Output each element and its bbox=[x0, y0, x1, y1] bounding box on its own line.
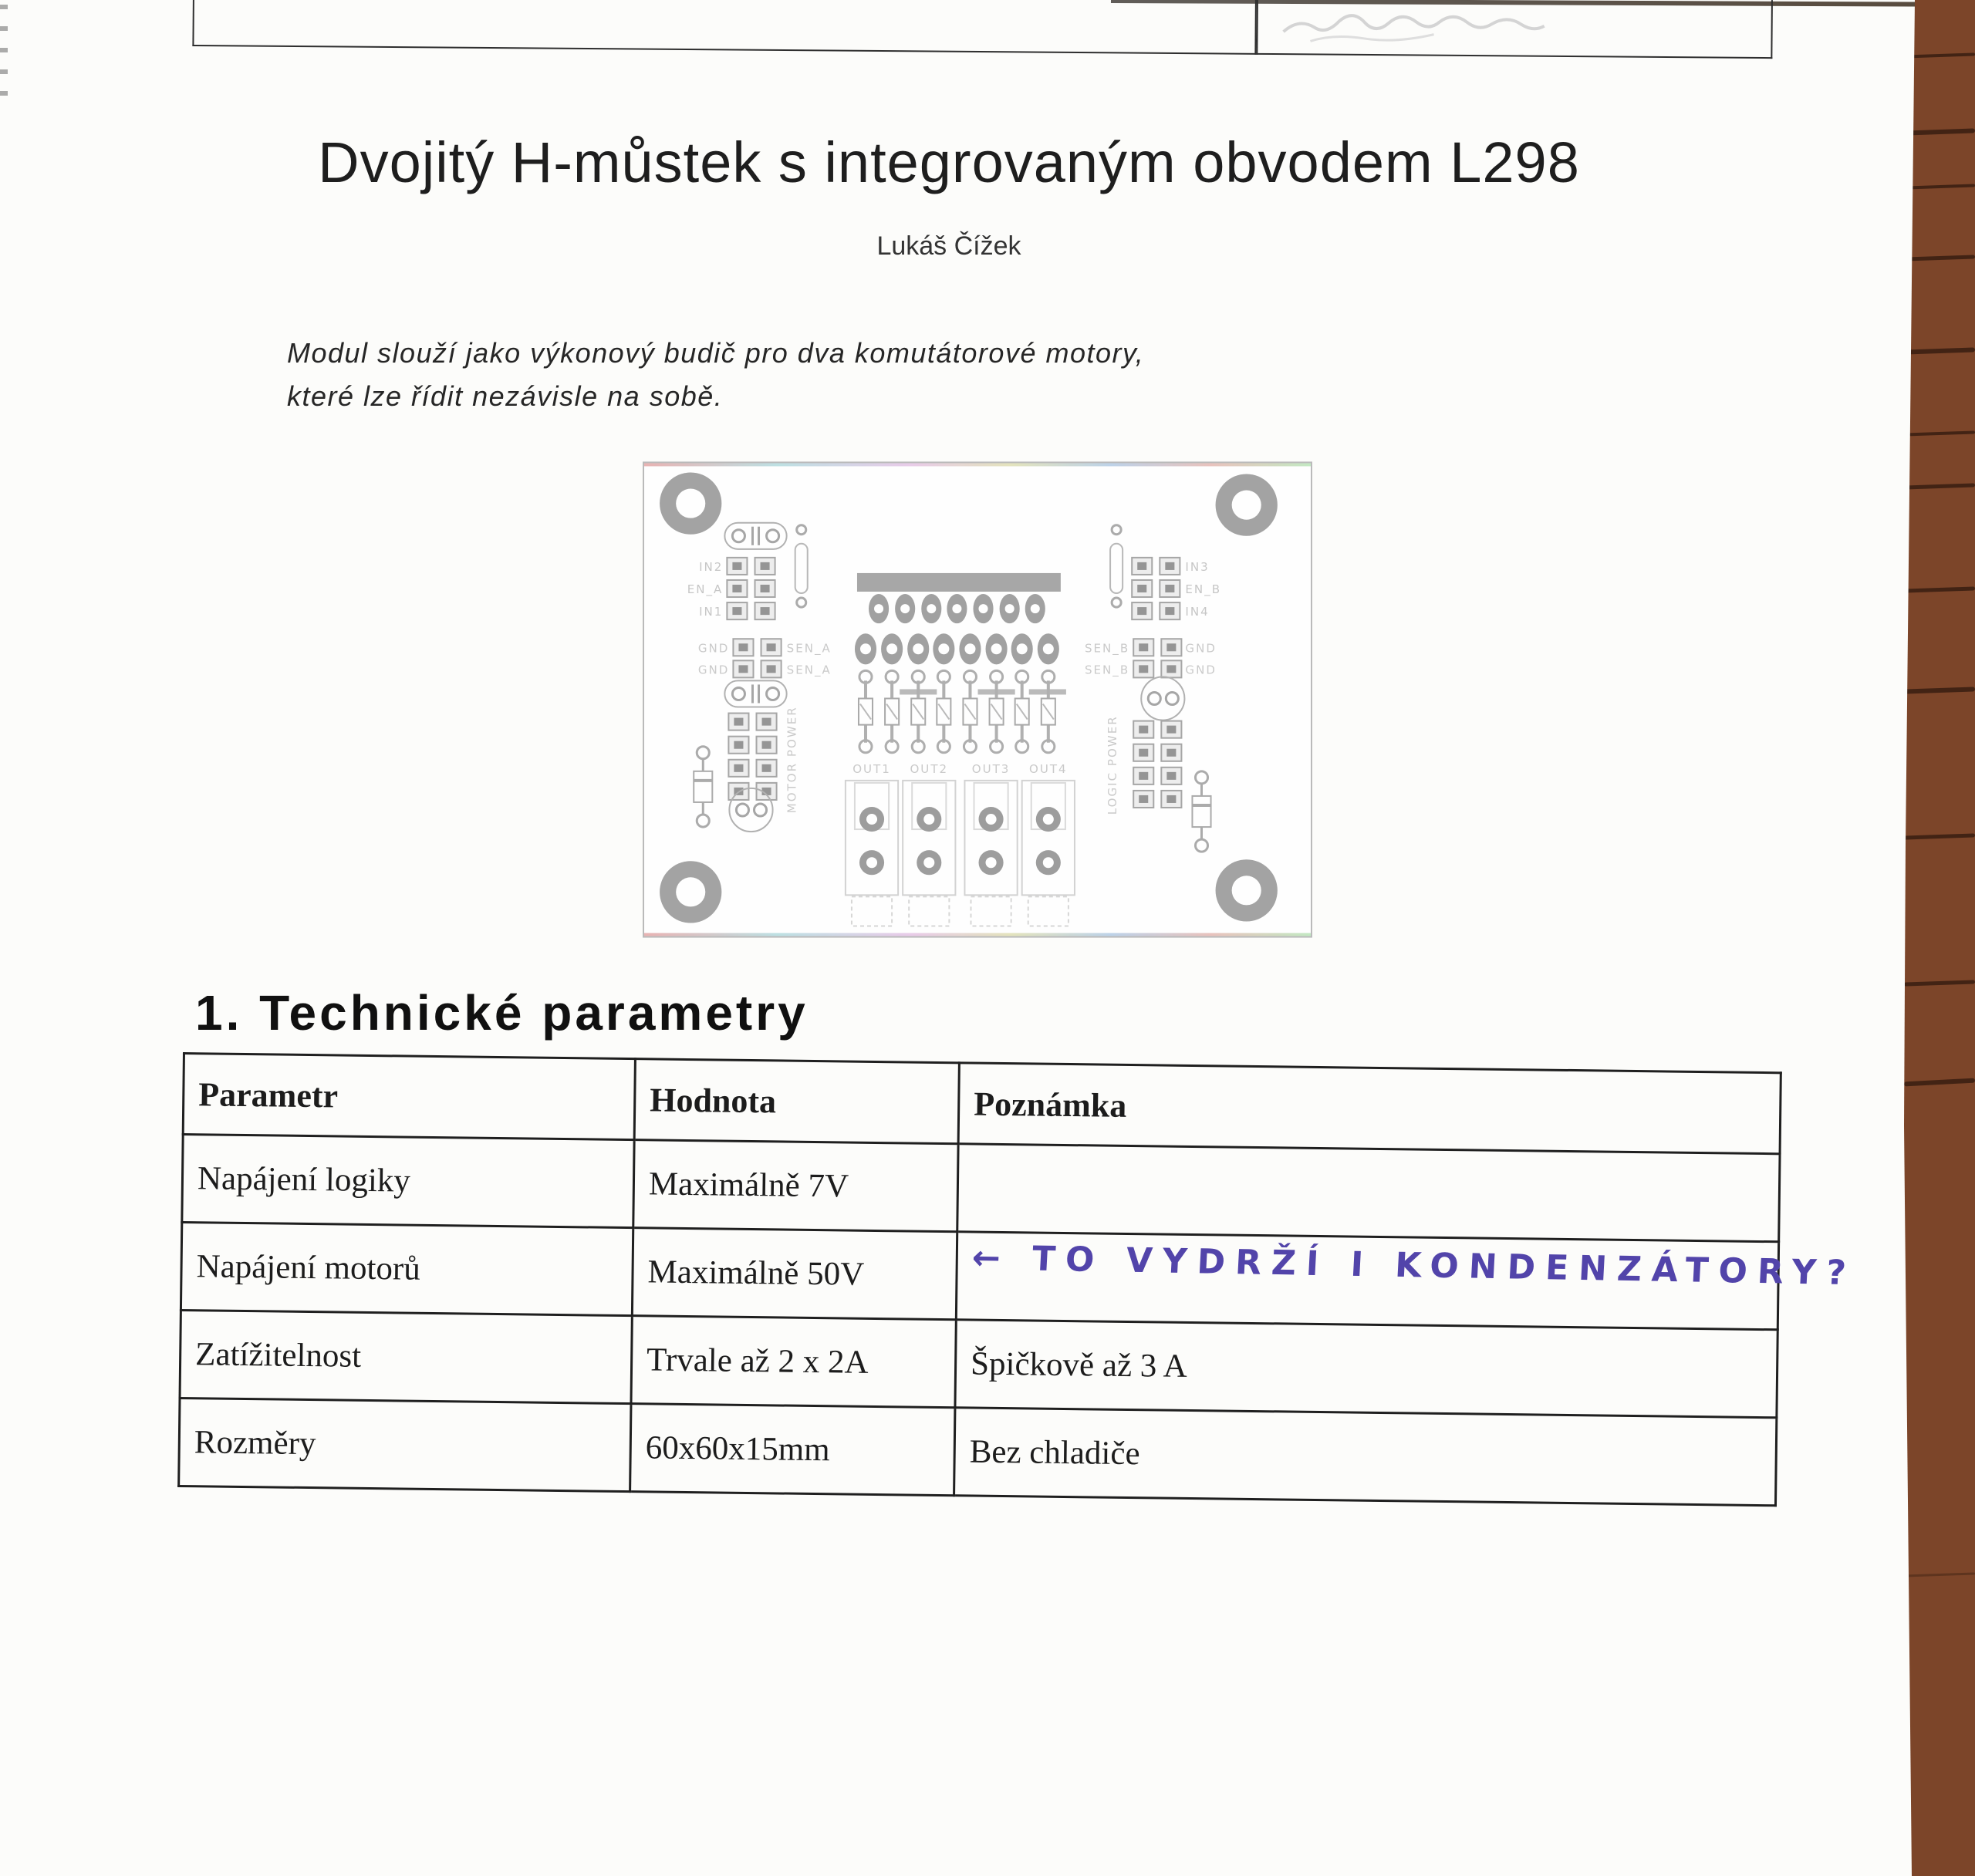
cell-poznamka: Bez chladiče bbox=[954, 1408, 1777, 1506]
cell-poznamka: Špičkově až 3 A bbox=[955, 1320, 1778, 1418]
top-box-left bbox=[192, 0, 1257, 55]
parameters-table-wrap bbox=[177, 1052, 1858, 1507]
intro-paragraph bbox=[287, 332, 1144, 418]
page-title: Dvojitý H-můstek s integrovaným obvodem L298 bbox=[318, 130, 1580, 194]
author-name: Lukáš Čížek bbox=[876, 231, 1021, 261]
pcb-label-sen-a: SEN_A bbox=[786, 663, 832, 677]
pcb-label-logic-power: LOGIC POWER bbox=[1106, 715, 1120, 815]
parameters-table bbox=[177, 1052, 1858, 1507]
handwritten-note: ← TO VYDRŽÍ I KONDENZÁTORY? bbox=[971, 1238, 1858, 1294]
scan-edge-marks bbox=[0, 5, 8, 105]
pcb-label-out4: OUT4 bbox=[1028, 761, 1068, 776]
pcb-label-sen-a: SEN_A bbox=[786, 641, 832, 656]
cell-hodnota: Maximálně 7V bbox=[633, 1140, 958, 1232]
faint-pencil-scribble bbox=[1279, 2, 1603, 51]
pcb-label-en-a: EN_A bbox=[687, 582, 724, 597]
intro-line-2: které lze řídit nezávisle na sobě. bbox=[287, 380, 724, 412]
pcb-label-gnd: GND bbox=[697, 641, 730, 656]
pcb-label-gnd: GND bbox=[1185, 663, 1217, 677]
pcb-label-in4: IN4 bbox=[1185, 605, 1210, 619]
top-box-right bbox=[1256, 0, 1773, 59]
cell-poznamka bbox=[957, 1144, 1780, 1242]
cell-parametr: Napájení motorů bbox=[181, 1223, 633, 1316]
cell-parametr: Napájení logiky bbox=[182, 1135, 634, 1228]
pcb-label-sen-b: SEN_B bbox=[1084, 663, 1130, 677]
pcb-label-gnd: GND bbox=[697, 663, 730, 677]
intro-line-1: Modul slouží jako výkonový budič pro dva komutátorové motory, bbox=[287, 337, 1145, 369]
pcb-layout-figure bbox=[643, 461, 1312, 939]
pcb-label-in3: IN3 bbox=[1185, 559, 1210, 574]
pcb-label-gnd: GND bbox=[1185, 641, 1217, 656]
cell-parametr: Zatížitelnost bbox=[180, 1310, 632, 1403]
cell-parametr: Rozměry bbox=[179, 1398, 631, 1491]
pcb-label-out2: OUT2 bbox=[910, 761, 949, 776]
column-header-poznamka: Poznámka bbox=[958, 1063, 1781, 1154]
pcb-label-en-b: EN_B bbox=[1185, 582, 1222, 597]
pcb-label-out1: OUT1 bbox=[852, 761, 891, 776]
pcb-label-out3: OUT3 bbox=[971, 761, 1011, 776]
column-header-parametr: Parametr bbox=[183, 1054, 635, 1140]
pcb-label-sen-b: SEN_B bbox=[1084, 641, 1130, 656]
cell-poznamka bbox=[956, 1232, 1858, 1330]
column-header-hodnota: Hodnota bbox=[634, 1059, 959, 1144]
cell-hodnota: Maximálně 50V bbox=[632, 1228, 957, 1320]
pcb-label-motor-power: MOTOR POWER bbox=[785, 706, 799, 814]
cell-hodnota: 60x60x15mm bbox=[630, 1404, 955, 1496]
top-cropped-boxes bbox=[192, 0, 1773, 59]
pcb-label-in2: IN2 bbox=[699, 559, 724, 574]
section-heading: 1. Technické parametry bbox=[195, 985, 809, 1041]
cell-hodnota: Trvale až 2 x 2A bbox=[631, 1316, 956, 1408]
pcb-label-in1: IN1 bbox=[699, 605, 724, 619]
wooden-desk-strip bbox=[1898, 0, 1975, 1876]
table-row bbox=[179, 1398, 1777, 1505]
